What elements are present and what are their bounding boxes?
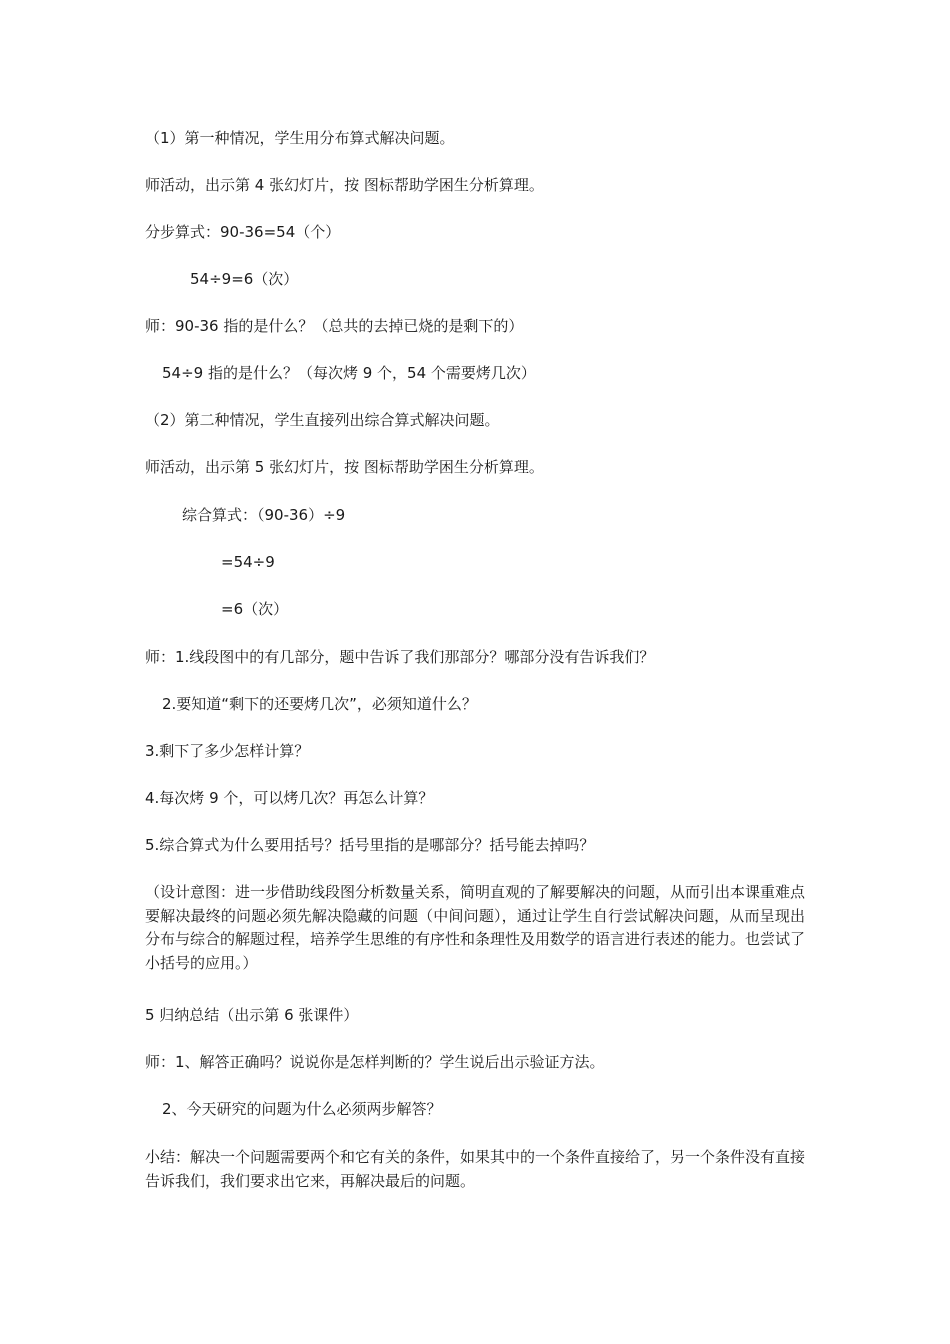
text-line-12: 师：1.线段图中的有几部分，题中告诉了我们那部分？哪部分没有告诉我们？ (145, 648, 655, 666)
design-intent-paragraph: （设计意图：进一步借助线段图分析数量关系，简明直观的了解要解决的问题，从而引出本课重难点要解决最终的问题必须先解决隐藏的问题（中间问题），通过让学生自行尝试解决问题，从而呈现出分布与综合的解题过程，培养学生思维的有序性和条理性及用数学的语言进行表述的能力。也尝试了小括号的应用。） (145, 883, 806, 972)
text-line-1: （1）第一种情况，学生用分布算式解决问题。 (145, 129, 455, 147)
text-line-14: 3.剩下了多少怎样计算？ (145, 742, 310, 760)
text-line-10: =54÷9 (221, 553, 275, 571)
conclusion-paragraph: 小结：解决一个问题需要两个和它有关的条件，如果其中的一个条件直接给了，另一个条件没有直接告诉我们，我们要求出它来，再解决最后的问题。 (145, 1148, 806, 1190)
text-line-2: 师活动，出示第 4 张幻灯片，按 图标帮助学困生分析算理。 (145, 176, 544, 194)
summary-heading: 5 归纳总结（出示第 6 张课件） (145, 1006, 359, 1024)
text-line-13: 2.要知道“剩下的还要烤几次”，必须知道什么？ (162, 695, 477, 713)
text-line-16: 5.综合算式为什么要用括号？括号里指的是哪部分？括号能去掉吗？ (145, 836, 595, 854)
text-line-8: 师活动，出示第 5 张幻灯片，按 图标帮助学困生分析算理。 (145, 458, 544, 476)
summary-line-2: 2、今天研究的问题为什么必须两步解答？ (162, 1100, 442, 1118)
text-line-11: =6（次） (221, 600, 289, 618)
text-line-6: 54÷9 指的是什么？（每次烤 9 个，54 个需要烤几次） (162, 364, 536, 382)
text-line-4: 54÷9=6（次） (190, 270, 299, 288)
text-line-3: 分步算式：90-36=54（个） (145, 223, 341, 241)
text-line-7: （2）第二种情况，学生直接列出综合算式解决问题。 (145, 411, 500, 429)
text-line-9: 综合算式：（90-36）÷9 (182, 506, 346, 524)
text-line-5: 师：90-36 指的是什么？（总共的去掉已烧的是剩下的） (145, 317, 524, 335)
text-line-15: 4.每次烤 9 个，可以烤几次？再怎么计算？ (145, 789, 434, 807)
summary-line-1: 师：1、解答正确吗？说说你是怎样判断的？学生说后出示验证方法。 (145, 1053, 605, 1071)
